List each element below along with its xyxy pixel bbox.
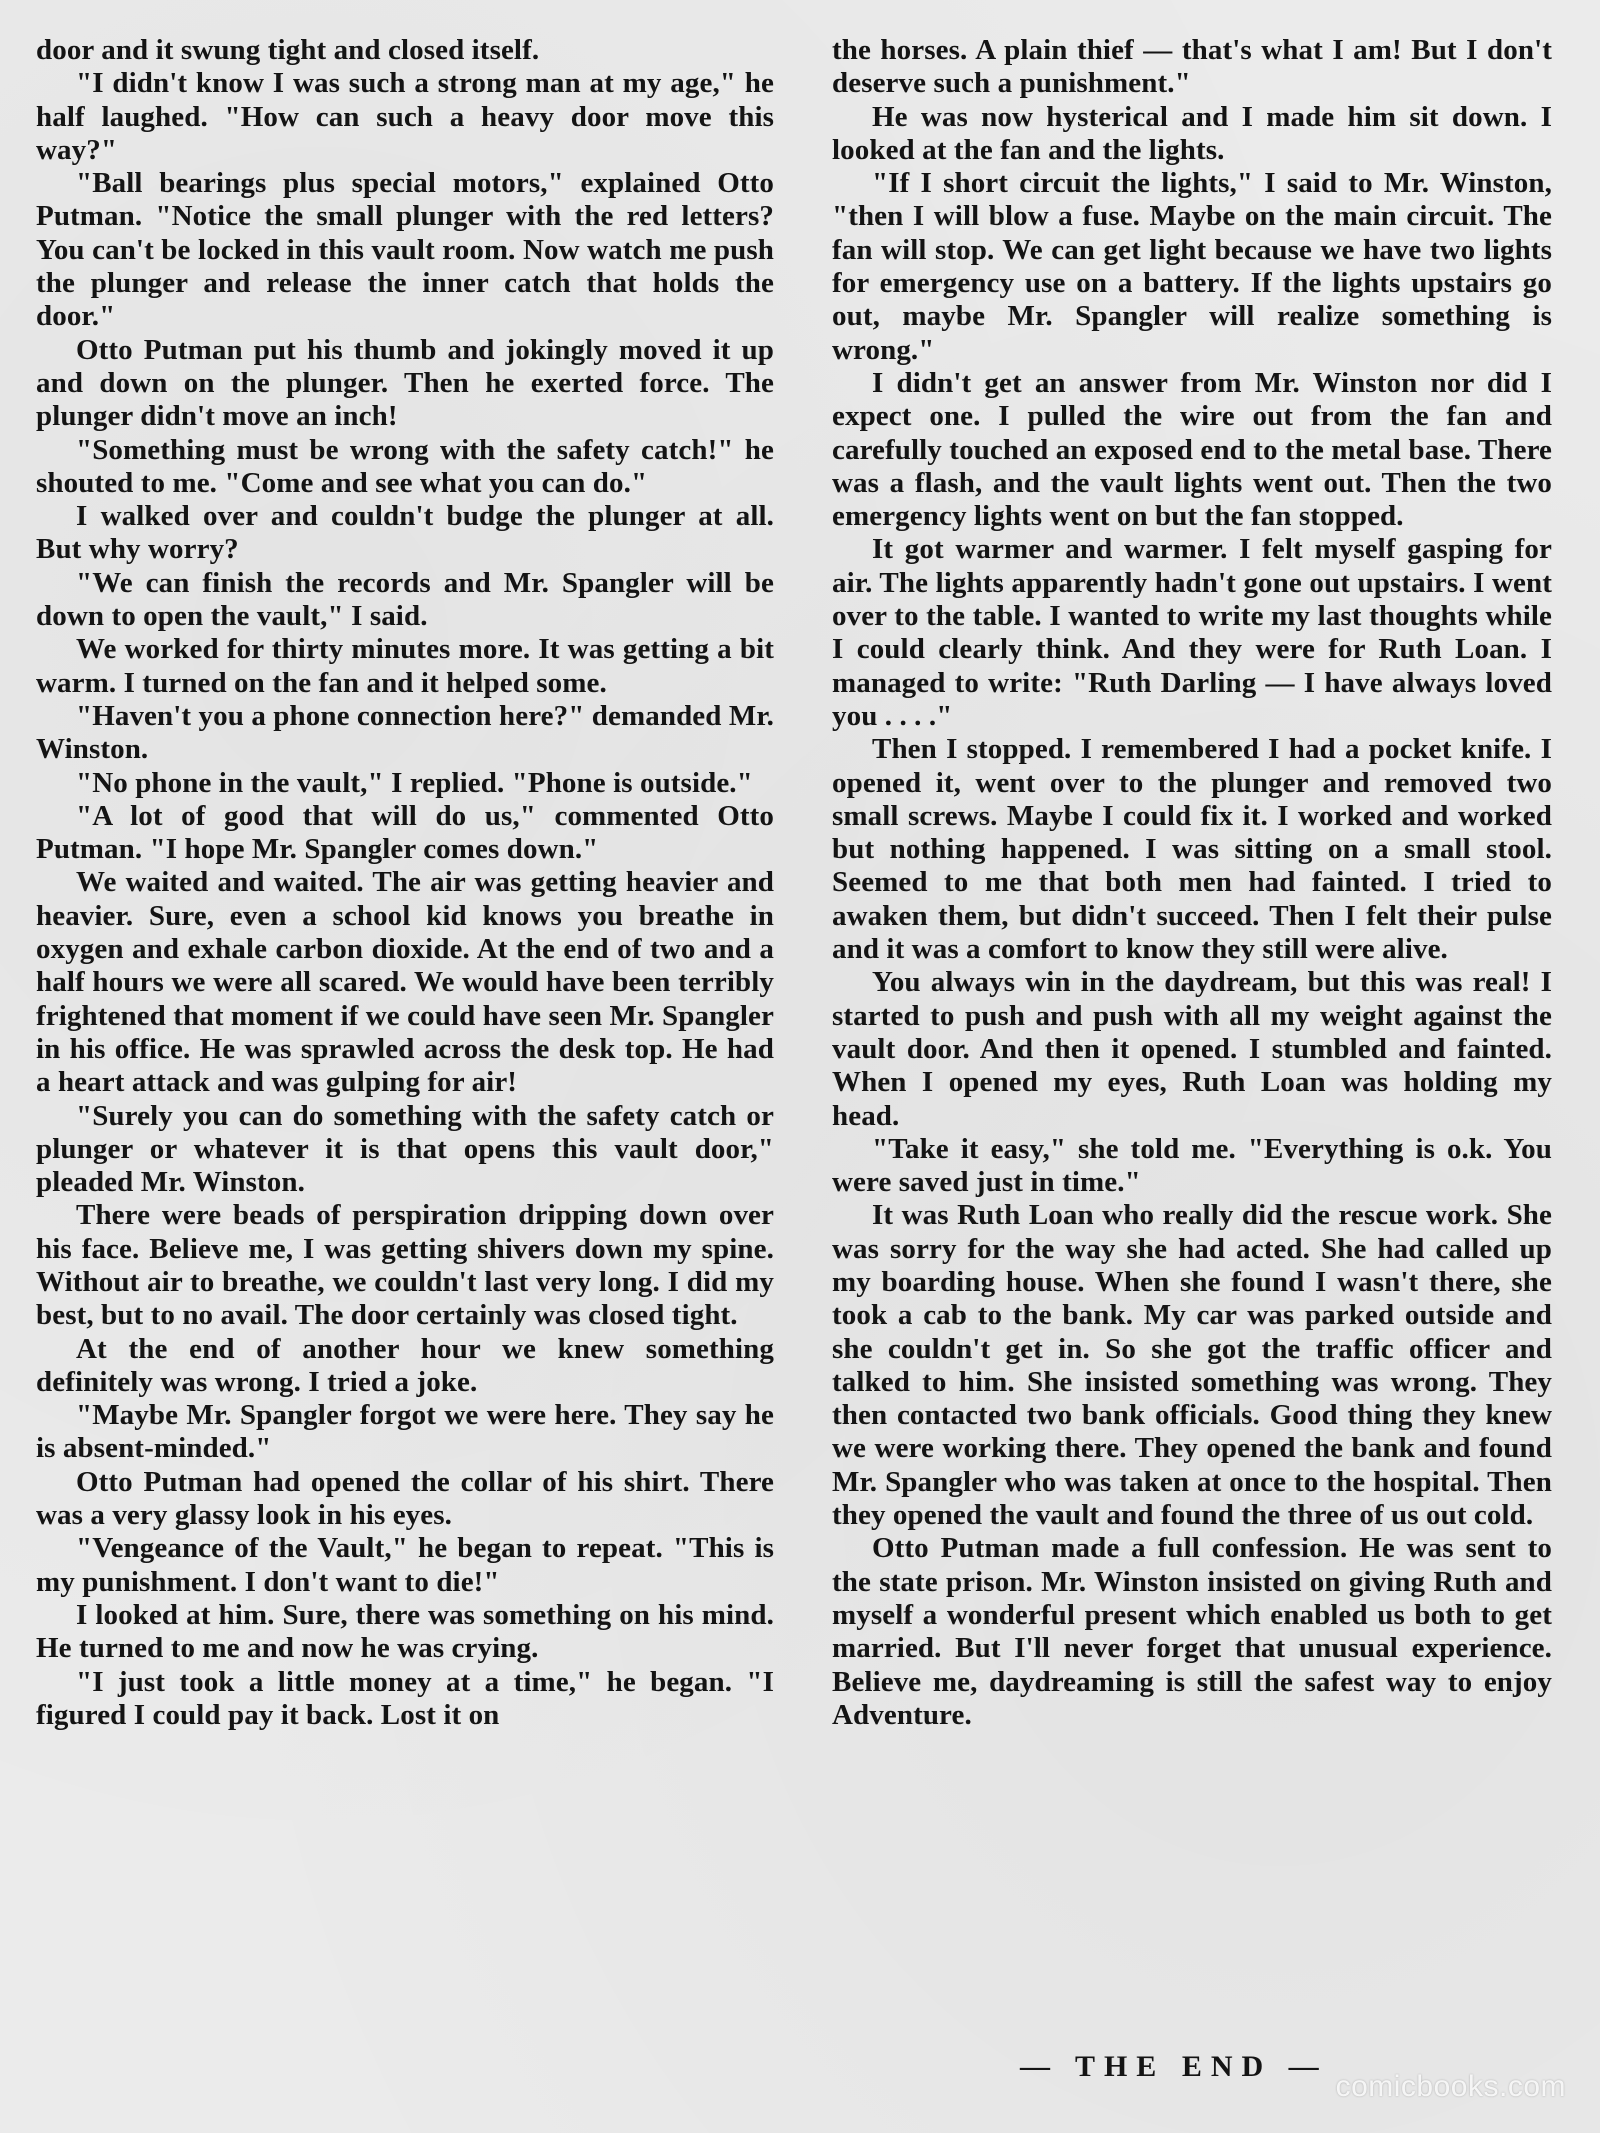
- paragraph: "Surely you can do something with the safety catch or plunger or whatever it is that opens this vault door," pleaded Mr. Winston.: [36, 1099, 774, 1199]
- paragraph: the horses. A plain thief — that's what I am! But I don't deserve such a punishment.": [832, 34, 1552, 100]
- paragraph: "Maybe Mr. Spangler forgot we were here. They say he is absent-minded.": [36, 1399, 774, 1465]
- paragraph: Otto Putman had opened the collar of his shirt. There was a very glassy look in his eyes.: [36, 1465, 774, 1532]
- paragraph: Then I stopped. I remembered I had a pocket knife. I opened it, went over to the plunger and removed two small screws. Maybe I could fix it. I worked and worked but nothing happened. I was sitting on a small stool. Seemed to me that both men had fainted. I tried to awaken them, but didn't succeed. Then I felt their pulse and it was a comfort to know they still were alive.: [832, 733, 1552, 966]
- watermark: comicbooks.com: [1335, 2070, 1566, 2103]
- paragraph: "A lot of good that will do us," commented Otto Putman. "I hope Mr. Spangler comes down.": [36, 799, 774, 866]
- the-end-label: — THE END —: [1020, 2050, 1328, 2083]
- paragraph: We worked for thirty minutes more. It was getting a bit warm. I turned on the fan and it helped some.: [36, 633, 774, 699]
- paragraph: "Something must be wrong with the safety catch!" he shouted to me. "Come and see what you can do.": [36, 433, 774, 499]
- paragraph: "I didn't know I was such a strong man at my age," he half laughed. "How can such a heavy door move this way?": [36, 67, 774, 166]
- paragraph: I looked at him. Sure, there was something on his mind. He turned to me and now he was crying.: [36, 1598, 774, 1665]
- paragraph: I didn't get an answer from Mr. Winston nor did I expect one. I pulled the wire out from the fan and carefully touched an exposed end to the metal base. There was a flash, and the vault lights went out. Then the two emergency lights went on but the fan stopped.: [832, 366, 1552, 533]
- paragraph: "No phone in the vault," I replied. "Phone is outside.": [76, 766, 753, 799]
- paragraph: Otto Putman made a full confession. He was sent to the state prison. Mr. Winston insisted on giving Ruth and myself a wonderful present which enabled us both to get married. But I'll never forget that unusual experience. Believe me, daydreaming is still the safest way to enjoy Adventure.: [832, 1532, 1552, 1731]
- paragraph: "I just took a little money at a time," he began. "I figured I could pay it back. Lost it on: [36, 1665, 774, 1731]
- paragraph: It was Ruth Loan who really did the rescue work. She was sorry for the way she had acted. She had called up my boarding house. When she found I wasn't there, she took a cab to the bank. My car was parked outside and she couldn't get in. So she got the traffic officer and talked to him. She insisted something was wrong. They then contacted two bank officials. Good thing they knew we were working there. They opened the bank and found Mr. Spangler who was taken at once to the hospital. Then they opened the vault and found the three of us out cold.: [832, 1199, 1552, 1532]
- paragraph: There were beads of perspiration dripping down over his face. Believe me, I was getting shivers down my spine. Without air to breathe, we couldn't last very long. I did my best, but to no avail. The door certainly was closed tight.: [36, 1199, 774, 1332]
- paragraph: "Vengeance of the Vault," he began to repeat. "This is my punishment. I don't want to die!": [36, 1532, 774, 1598]
- right-text-column: [832, 34, 1552, 1732]
- paragraph: "If I short circuit the lights," I said to Mr. Winston, "then I will blow a fuse. Maybe on the main circuit. The fan will stop. We can get light because we have two lights for emergency use on a battery. If the lights upstairs go out, maybe Mr. Spangler will realize something is wrong.": [832, 167, 1552, 366]
- paragraph: "Take it easy," she told me. "Everything is o.k. You were saved just in time.": [832, 1132, 1552, 1199]
- paragraph: "Ball bearings plus special motors," explained Otto Putman. "Notice the small plunger with the red letters? You can't be locked in this vault room. Now watch me push the plunger and release the inner catch that holds the door.": [36, 167, 774, 333]
- paragraph: Otto Putman put his thumb and jokingly moved it up and down on the plunger. Then he exerted force. The plunger didn't move an inch!: [36, 333, 774, 433]
- paragraph: We waited and waited. The air was getting heavier and heavier. Sure, even a school kid knows you breathe in oxygen and exhale carbon dioxide. At the end of two and a half hours we were all scared. We would have been terribly frightened that moment if we could have seen Mr. Spangler in his office. He was sprawled across the desk top. He had a heart attack and was gulping for air!: [36, 866, 774, 1099]
- paragraph: He was now hysterical and I made him sit down. I looked at the fan and the lights.: [832, 100, 1552, 166]
- paragraph: I walked over and couldn't budge the plunger at all. But why worry?: [36, 500, 774, 566]
- paragraph: "Haven't you a phone connection here?" demanded Mr. Winston.: [36, 699, 774, 766]
- left-text-column: [36, 34, 774, 1732]
- paragraph: It got warmer and warmer. I felt myself gasping for air. The lights apparently hadn't gone out upstairs. I went over to the table. I wanted to write my last thoughts while I could clearly think. And they were for Ruth Loan. I managed to write: "Ruth Darling — I have always loved you . . . .": [832, 533, 1552, 732]
- paragraph: You always win in the daydream, but this was real! I started to push and push with all my weight against the vault door. And then it opened. I stumbled and fainted. When I opened my eyes, Ruth Loan was holding my head.: [832, 966, 1552, 1132]
- paragraph: door and it swung tight and closed itself.: [36, 34, 540, 66]
- paragraph: "We can finish the records and Mr. Spangler will be down to open the vault," I said.: [36, 566, 774, 633]
- paragraph: At the end of another hour we knew something definitely was wrong. I tried a joke.: [36, 1332, 774, 1398]
